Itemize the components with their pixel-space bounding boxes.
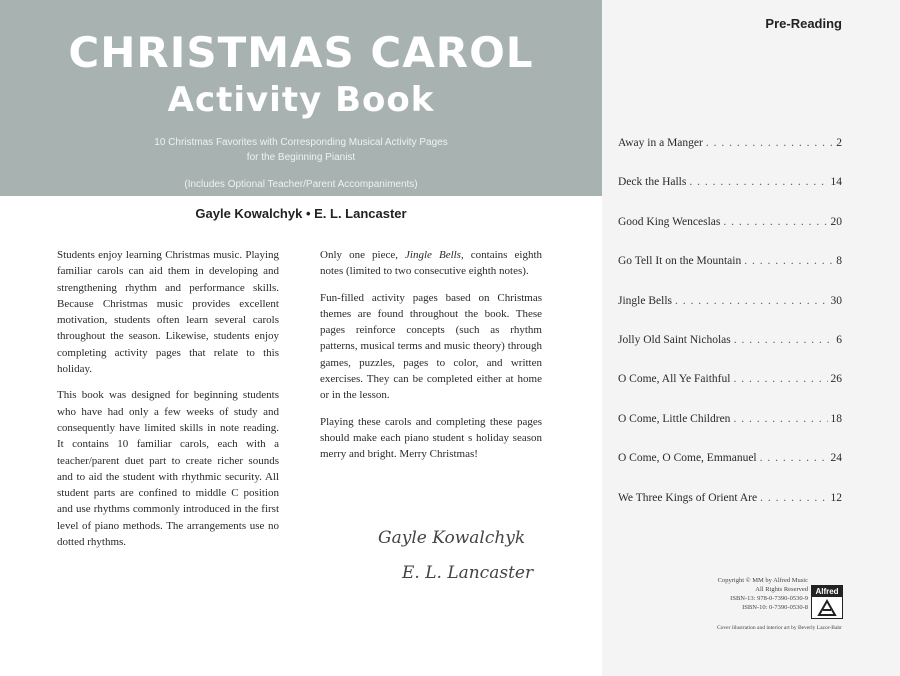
subtitle-line1: 10 Christmas Favorites with Corresponding Musical Activity Pages [154,137,448,148]
toc-title: O Come, All Ye Faithful [618,373,731,386]
copyright-line: All Rights Reserved [755,586,808,593]
copyright-block [640,576,808,612]
toc-entry[interactable] [618,413,842,452]
toc-leader [723,216,827,228]
toc-entry[interactable] [618,216,842,255]
toc-page-number: 24 [830,452,842,465]
toc-title: O Come, Little Children [618,412,731,425]
table-of-contents [618,137,842,531]
intro-column-right [320,247,542,473]
title-banner [0,0,602,196]
toc-page-number: 30 [830,294,842,307]
toc-entry[interactable] [618,373,842,412]
toc-leader [733,373,827,385]
toc-page-number: 2 [836,137,842,149]
toc-leader [689,176,827,188]
toc-leader [733,413,827,425]
toc-title: Go Tell It on the Mountain [618,255,742,268]
toc-title: Jingle Bells [618,294,672,307]
toc-title: We Three Kings of Orient Are [618,491,758,504]
toc-entry[interactable] [618,255,842,294]
signature-lancaster: E. L. Lancaster [402,563,534,583]
subtitle-line2: for the Beginning Pianist [246,152,356,163]
toc-entry[interactable] [618,295,842,334]
author-names: Gayle Kowalchyk • E. L. Lancaster [195,206,407,221]
toc-leader [734,334,833,346]
logo-text: Alfred [812,586,842,597]
book-title-line2: Activity Book [167,80,435,120]
toc-page-number: 26 [830,373,842,386]
toc-page-number: 12 [830,491,842,504]
toc-page-number: 18 [830,412,842,425]
toc-title: Away in a Manger [618,137,703,149]
toc-entry[interactable] [618,176,842,215]
toc-leader [675,295,828,307]
toc-entry[interactable] [618,334,842,373]
alfred-logo-icon [811,585,843,619]
signature-kowalchyk: Gayle Kowalchyk [378,528,526,548]
toc-leader [706,137,833,149]
book-title-line1: CHRISTMAS CAROL [68,28,534,77]
cover-credit: Cover illustration and interior art by Beverly Lazor-Bahr [717,625,842,631]
toc-title: O Come, O Come, Emmanuel [618,452,757,465]
toc-page-number: 8 [836,255,842,268]
intro-paragraph: Playing these carols and completing these pages should make each piano student s holiday season merry and bright. Merry Christmas! [320,415,542,461]
intro-column-left [57,247,279,560]
intro-italic-title: Jingle Bells [405,249,461,261]
level-label: Pre-Reading [765,16,842,31]
intro-text: , contains eighth notes (limited to two consecutive eighth notes). [320,249,542,278]
toc-title: Deck the Halls [618,176,687,189]
intro-text: Only one piece, [320,249,406,261]
toc-leader [760,492,827,504]
logo-mark-icon [816,599,838,617]
subtitle-line3: (Includes Optional Teacher/Parent Accompaniments) [184,179,418,190]
intro-paragraph [320,247,542,280]
isbn-13: ISBN-13: 978-0-7390-0530-9 [730,595,808,602]
toc-entry[interactable] [618,452,842,491]
toc-title: Good King Wenceslas [618,215,721,228]
intro-paragraph: This book was designed for beginning students who have had only a few weeks of study and consequently have limited skills in note reading. It contains 10 familiar carols, each with a teacher/parent duet part to create richer sounds and to aid the student with rhythmic security. All student parts are confined to middle C position and use rhythms commonly introduced in the first level of piano methods. The arrangements use no dotted rhythms. [57,389,279,549]
intro-paragraph: Students enjoy learning Christmas music. Playing familiar carols can aid them in developing and strengthening rhythm and performance skills. Because Christmas music provides excellent motivation, students often learn several carols throughout the season. Likewise, students enjoy completing activity pages that relate to this holiday. [57,249,279,376]
intro-paragraph: Fun-filled activity pages based on Christmas themes are found throughout the book. These pages reinforce concepts (such as rhythm patterns, musical terms and music theory) through games, puzzles, pages to color, and written exercises. They can be completed either at home or in the lesson. [320,291,542,402]
toc-entry[interactable] [618,492,842,531]
toc-page-number: 6 [836,333,842,346]
toc-page-number: 20 [830,215,842,228]
toc-entry[interactable] [618,137,842,176]
toc-leader [744,255,833,267]
toc-page-number: 14 [830,176,842,189]
toc-leader [760,452,828,464]
toc-title: Jolly Old Saint Nicholas [618,333,731,346]
isbn-10: ISBN-10: 0-7390-0530-8 [742,604,808,611]
copyright-line: Copyright © MM by Alfred Music [717,577,808,584]
